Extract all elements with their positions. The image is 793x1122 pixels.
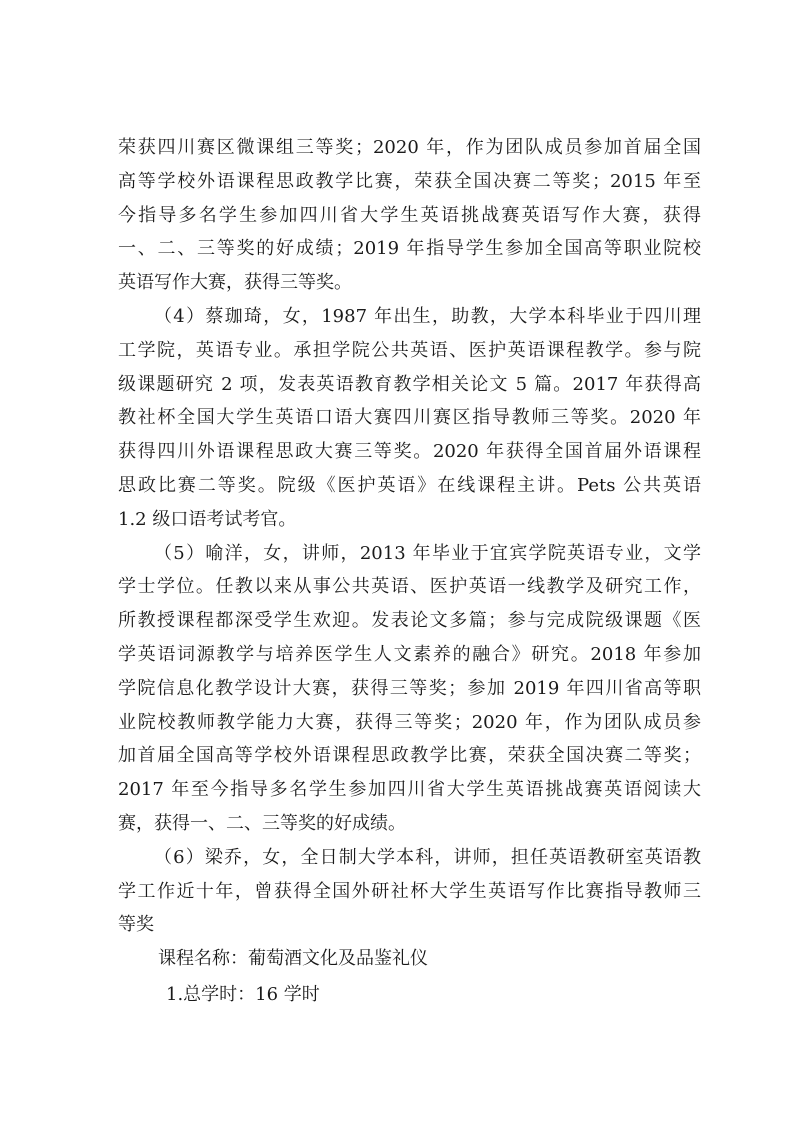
- text-line: 工学院，英语专业。承担学院公共英语、医护英语课程教学。参与院: [118, 339, 701, 361]
- text-line: 英语写作大赛，获得三等奖。: [118, 272, 352, 294]
- text-line: 业院校教师教学能力大赛，获得三等奖；2020 年，作为团队成员参: [118, 711, 701, 733]
- paragraph-cai-jiaqi: [118, 300, 701, 537]
- text-line: 赛，获得一、二、三等奖的好成绩。: [118, 812, 406, 834]
- text-line: 荣获四川赛区微课组三等奖；2020 年，作为团队成员参加首届全国: [118, 137, 701, 158]
- paragraph-yu-yang: [118, 537, 701, 841]
- text-line: （4）蔡珈琦，女，1987 年出生，助教，大学本科毕业于四川理: [154, 305, 701, 327]
- text-line: 所教授课程都深受学生欢迎。发表论文多篇；参与完成院级课题《医: [118, 610, 701, 632]
- course-name: 课程名称：葡萄酒文化及品鉴礼仪: [158, 948, 428, 969]
- text-line: 学士学位。任教以来从事公共英语、医护英语一线教学及研究工作，: [118, 576, 701, 598]
- text-line: 一、二、三等奖的好成绩；2019 年指导学生参加全国高等职业院校: [118, 238, 701, 260]
- text-line: 高等学校外语课程思政教学比赛，荣获全国决赛二等奖；2015 年至: [118, 170, 701, 192]
- text-line: 学英语词源教学与培养医学生人文素养的融合》研究。2018 年参加: [118, 643, 701, 665]
- text-line: 加首届全国高等学校外语课程思政教学比赛，荣获全国决赛二等奖；: [118, 745, 701, 767]
- course-total-hours: 1.总学时：16 学时: [166, 984, 320, 1005]
- text-line: （5）喻洋，女，讲师，2013 年毕业于宜宾学院英语专业，文学: [154, 542, 701, 564]
- paragraph-liang-qiao: [118, 841, 701, 942]
- text-line: 教社杯全国大学生英语口语大赛四川赛区指导教师三等奖。2020 年: [118, 407, 701, 429]
- text-line: 学工作近十年，曾获得全国外研社杯大学生英语写作比赛指导教师三: [118, 880, 701, 902]
- text-line: 获得四川外语课程思政大赛三等奖。2020 年获得全国首届外语课程: [118, 441, 701, 463]
- document-body: [118, 131, 701, 942]
- text-line: 1.2 级口语考试考官。: [118, 508, 297, 530]
- text-line: 学院信息化教学设计大赛，获得三等奖；参加 2019 年四川省高等职: [118, 677, 701, 699]
- text-line: 2017 年至今指导多名学生参加四川省大学生英语挑战赛英语阅读大: [118, 779, 701, 801]
- text-line: 级课题研究 2 项，发表英语教育教学相关论文 5 篇。2017 年获得高: [118, 373, 701, 395]
- paragraph-3-continued: [118, 131, 701, 300]
- text-line: （6）梁乔，女，全日制大学本科，讲师，担任英语教研室英语教: [154, 846, 701, 868]
- text-line: 思政比赛二等奖。院级《医护英语》在线课程主讲。Pets 公共英语: [118, 474, 701, 496]
- text-line: 等奖: [118, 914, 154, 936]
- text-line: 今指导多名学生参加四川省大学生英语挑战赛英语写作大赛，获得: [118, 204, 701, 226]
